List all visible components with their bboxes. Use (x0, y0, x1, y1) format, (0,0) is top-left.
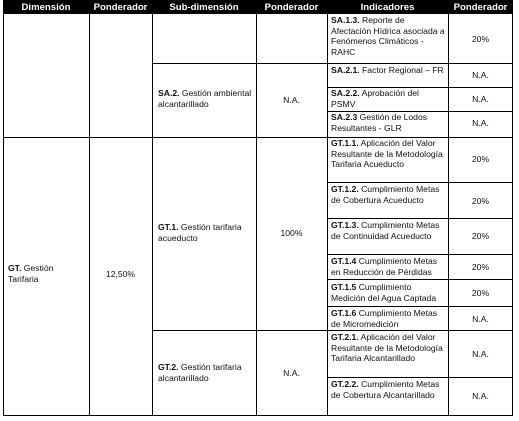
indicator-weight: N.A. (472, 118, 489, 128)
dimension-weight: 12,50% (105, 269, 136, 279)
header-indicator-weight: Ponderador (453, 2, 508, 13)
indicator-cell: GT.1.5 Cumplimiento Medición del Agua Captada (331, 282, 437, 303)
header-dimension: Dimensión (21, 2, 71, 13)
indicator-weight: 20% (471, 196, 490, 206)
indicator-weight: 20% (471, 231, 490, 241)
dimension-cell: GT. Gestión Tarifaria (8, 263, 54, 284)
indicator-cell: GT.2.1. Aplicación del Valor Resultante de la Metodología Tarifaria Alcantarillado (331, 332, 443, 363)
subdimension-cell: GT.2. Gestión tarifaria alcantarillado (158, 362, 242, 383)
row-sep-ind (327, 254, 513, 255)
row-sep-ind (327, 306, 513, 307)
row-sep-sub-1 (152, 63, 513, 64)
indicator-weight: 20% (471, 288, 490, 298)
indicator-cell: GT.2.2. Cumplimiento Metas de Cobertura Alcantarillado (331, 379, 440, 400)
row-sep-ind (327, 218, 513, 219)
indicator-cell: GT.1.1. Aplicación del Valor Resultante de la Metodología Tarifaria Acueducto (331, 138, 443, 169)
indicator-weight: 20% (471, 34, 490, 44)
header-dimension-weight: Ponderador (93, 2, 148, 13)
indicator-table (3, 0, 513, 416)
indicator-weight: 20% (471, 262, 490, 272)
indicator-cell: SA.2.2. Aprobación del PSMV (331, 88, 419, 109)
subdimension-weight: N.A. (283, 95, 300, 105)
indicator-cell: GT.1.6 Cumplimiento Metas de Micromedición (331, 308, 438, 329)
header-subdimension-weight: Ponderador (264, 2, 319, 13)
indicator-weight: N.A. (472, 391, 489, 401)
row-sep-sub-2 (152, 330, 513, 331)
border-left (3, 0, 4, 416)
indicator-cell: GT.1.2. Cumplimiento Metas de Cobertura Acueducto (331, 184, 440, 205)
indicator-cell: SA.1.3. Reporte de Afectación Hídrica asociada a Fenómenos Climáticos - RAHC (331, 15, 445, 57)
indicator-weight: N.A. (472, 94, 489, 104)
indicator-weight: 20% (471, 154, 490, 164)
indicator-cell: GT.1.3. Cumplimiento Metas de Continuidad Acueducto (331, 220, 440, 241)
col-sep-1 (89, 0, 90, 416)
header-indicators: Indicadores (360, 2, 415, 13)
indicator-cell: SA.2.3 Gestión de Lodos Resultantes - GLR (331, 112, 428, 133)
indicator-cell: GT.1.4 Cumplimiento Metas en Reducción de Pérdidas (331, 256, 438, 277)
subdimension-cell: GT.1. Gestión tarifaria acueducto (158, 222, 242, 243)
row-sep-ind (327, 377, 513, 378)
row-sep-ind (327, 279, 513, 280)
subdimension-weight: 100% (280, 228, 303, 238)
border-bottom (3, 415, 513, 416)
row-sep-ind (327, 182, 513, 183)
subdimension-weight: N.A. (283, 368, 300, 378)
indicator-weight: N.A. (472, 349, 489, 359)
header-subdimension: Sub-dimensión (169, 2, 239, 13)
indicator-cell: SA.2.1. Factor Regional – FR (331, 65, 444, 75)
indicator-weight: N.A. (472, 70, 489, 80)
subdimension-cell: SA.2. Gestión ambiental alcantarillado (158, 88, 252, 109)
indicator-weight: N.A. (472, 314, 489, 324)
